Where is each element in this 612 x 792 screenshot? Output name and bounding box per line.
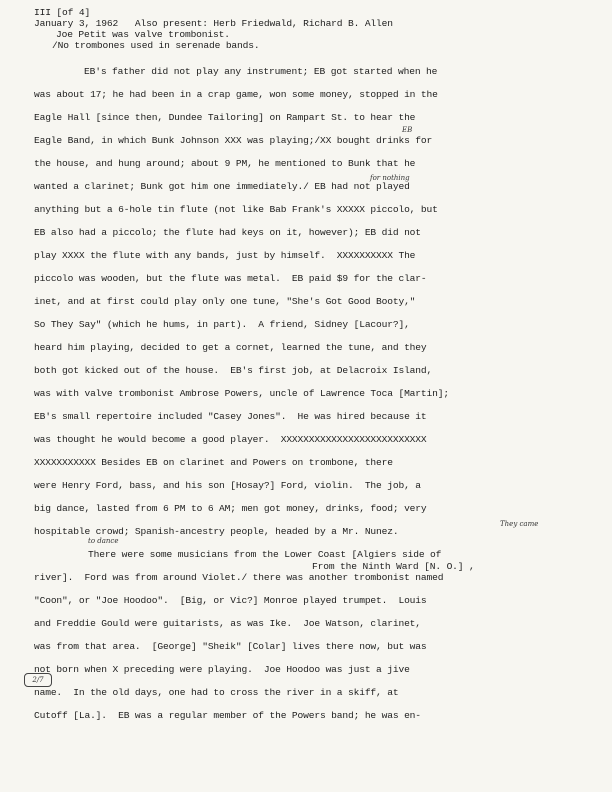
body-line: XXXXXXXXXXX Besides EB on clarinet and Powers on trombone, there [34,457,393,468]
margin-note: 2/7 [24,673,52,687]
body-line: Eagle Band, in which Bunk Johnson XXX was playing;/XX bought drinks for [34,135,433,146]
body-line: river]. Ford was from around Violet./ there was another trombonist named [34,572,444,583]
body-line: was thought he would become a good player. XXXXXXXXXXXXXXXXXXXXXXXXXX [34,434,427,445]
insert-to-dance: to dance [88,537,119,545]
note-trombones: /No trombones used in serenade bands. [52,40,260,51]
body-line: name. In the old days, one had to cross the river in a skiff, at [34,687,399,698]
insert-they-came: They came [500,520,539,528]
insert-ninth-ward: From the Ninth Ward [N. O.] , [312,561,475,572]
body-line: was from that area. [George] "Sheik" [Colar] lives there now, but was [34,641,427,652]
body-line: was about 17; he had been in a crap game, won some money, stopped in the [34,89,438,100]
body-line: hospitable crowd; Spanish-ancestry people, headed by a Mr. Nunez. [34,526,399,537]
insert-eb: EB [402,126,413,134]
body-line: were Henry Ford, bass, and his son [Hosay?] Ford, violin. The job, a [34,480,421,491]
note-petit: Joe Petit was valve trombonist. [56,29,230,40]
body-line: the house, and hung around; about 9 PM, he mentioned to Bunk that he [34,158,416,169]
body-line: EB's small repertoire included "Casey Jones". He was hired because it [34,411,427,422]
body-line: inet, and at first could play only one tune, "She's Got Good Booty," [34,296,416,307]
body-line: wanted a clarinet; Bunk got him one immediately./ EB had not played [34,181,410,192]
body-line: big dance, lasted from 6 PM to 6 AM; men got money, drinks, food; very [34,503,427,514]
body-line: EB also had a piccolo; the flute had keys on it, however); EB did not [34,227,421,238]
insert-for-nothing: for nothing [370,174,410,182]
body-line: Eagle Hall [since then, Dundee Tailoring] on Rampart St. to hear the [34,112,416,123]
page-label: III [of 4] [34,7,91,18]
date-line: January 3, 1962 Also present: Herb Friedwald, Richard B. Allen [34,18,393,29]
body-line: So They Say" (which he hums, in part). A friend, Sidney [Lacour?], [34,319,410,330]
body-line: piccolo was wooden, but the flute was metal. EB paid $9 for the clar- [34,273,427,284]
body-line: play XXXX the flute with any bands, just by himself. XXXXXXXXXX The [34,250,416,261]
body-line: heard him playing, decided to get a cornet, learned the tune, and they [34,342,427,353]
body-line: There were some musicians from the Lower Coast [Algiers side of [88,549,442,560]
body-line: was with valve trombonist Ambrose Powers, uncle of Lawrence Toca [Martin]; [34,388,449,399]
body-line: EB's father did not play any instrument; EB got started when he [84,66,438,77]
body-line: "Coon", or "Joe Hoodoo". [Big, or Vic?] Monroe played trumpet. Louis [34,595,427,606]
body-line: not born when X preceding were playing. Joe Hoodoo was just a jive [34,664,410,675]
body-line: anything but a 6-hole tin flute (not like Bab Frank's XXXXX piccolo, but [34,204,438,215]
body-line: Cutoff [La.]. EB was a regular member of the Powers band; he was en- [34,710,421,721]
body-line: both got kicked out of the house. EB's first job, at Delacroix Island, [34,365,433,376]
body-line: and Freddie Gould were guitarists, as was Ike. Joe Watson, clarinet, [34,618,421,629]
